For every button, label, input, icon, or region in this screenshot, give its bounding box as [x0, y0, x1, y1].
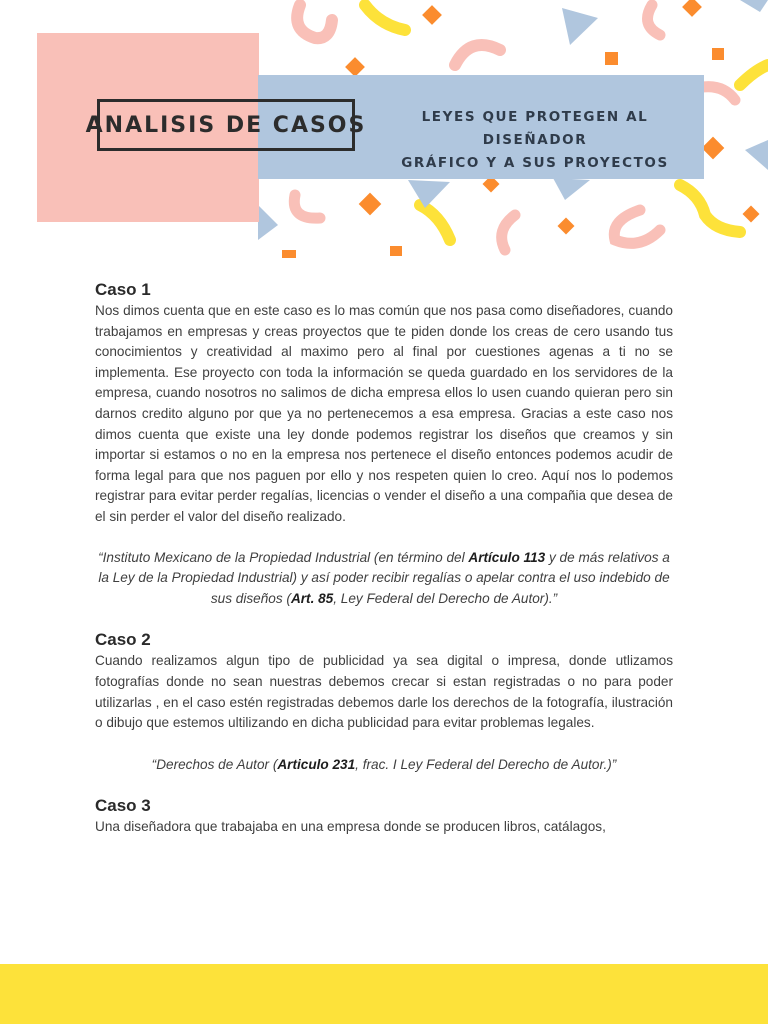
orange-diamond-shape — [345, 57, 365, 77]
pink-arc-shape — [294, 195, 320, 218]
pink-arc-shape — [297, 5, 332, 38]
subtitle-line-1: LEYES QUE PROTEGEN AL DISEÑADOR — [421, 109, 649, 148]
orange-diamond-shape — [743, 206, 760, 223]
case-1-quote — [95, 548, 673, 610]
yellow-squiggle-shape — [420, 205, 450, 240]
page-title: ANALISIS DE CASOS — [85, 112, 367, 138]
quote-text: “Instituto Mexicano de la Propiedad Industrial (en término del — [98, 549, 469, 565]
case-3-body: Una diseñadora que trabajaba en una empresa donde se producen libros, catálagos, — [95, 819, 606, 835]
footer-band — [0, 964, 768, 1024]
case-2-title: Caso 2 — [95, 630, 151, 650]
blue-triangle-shape — [745, 140, 768, 170]
blue-triangle-shape — [562, 8, 598, 45]
document-body — [95, 279, 673, 838]
orange-diamond-shape — [558, 218, 575, 235]
case-1-section — [95, 279, 673, 609]
orange-diamond-shape — [282, 250, 296, 258]
orange-diamond-shape — [712, 48, 724, 60]
quote-text: y de más relativos a la Ley de la Propiedad Industrial) y así poder recibir regalías o apelar contra el uso indebido de sus diseños ( — [98, 549, 670, 606]
quote-bold-reference: Articulo 231 — [277, 756, 356, 772]
pink-arc-shape — [455, 45, 500, 65]
case-1-title: Caso 1 — [95, 280, 151, 299]
case-3-section — [95, 795, 673, 838]
title-frame — [85, 99, 367, 151]
quote-text: “Derechos de Autor ( — [151, 756, 278, 772]
orange-diamond-shape — [359, 193, 382, 216]
case-2-quote — [95, 755, 673, 776]
orange-diamond-shape — [605, 52, 618, 65]
pink-arc-shape — [648, 5, 661, 35]
quote-bold-reference: Artículo 113 — [468, 549, 546, 565]
blue-triangle-shape — [740, 0, 768, 12]
pink-arc-shape — [614, 210, 660, 243]
quote-bold-reference: Art. 85 — [290, 590, 334, 606]
subtitle-line-2: GRÁFICO Y A SUS PROYECTOS — [401, 155, 669, 171]
yellow-squiggle-shape — [680, 185, 740, 232]
header-banner — [0, 0, 768, 260]
blue-triangle-shape — [553, 178, 590, 200]
orange-diamond-shape — [390, 246, 402, 256]
yellow-squiggle-shape — [740, 65, 768, 85]
blue-triangle-shape — [258, 205, 278, 240]
pink-arc-shape — [502, 215, 515, 250]
case-1-body: Nos dimos cuenta que en este caso es lo mas común que nos pasa como diseñadores, cuando trabajamos en empresas y creas proyectos que te piden donde los creas de cero usando tus conocimientos y creatividad al maximo pero al final por cuestiones agenas a ti no se implementa. Ese proyecto con toda la información se queda guardado en los servidores de la empresa, cuando nosotros no salimos de dicha empresa ellos lo usen cuando quieran pero sin darnos credito alguno por que ya no pertenecemos a esa empresa. Gracias a este caso nos dimos cuenta que existe una ley donde podemos registrar los diseños que creamos y sin importar si estamos o no en la empresa nos pertenece el diseño entonces podemos acudir de forma legal para que nos paguen por ello y nos respeten quien lo creo. Aquí nos lo podemos registrar para evitar perder regalías, licencias o vender el diseño a una compañia que desea de el sin perder el valor del diseño realizado. — [95, 303, 673, 524]
orange-diamond-shape — [682, 0, 702, 17]
case-2-body: Cuando realizamos algun tipo de publicidad ya sea digital o impresa, donde utlizamos fotografías donde no sean nuestras debemos crecar si estan registradas o no para poder utilizarlas , en el caso estén registradas debemos darle los derechos de la fotografía, ilustración o dibujo que estemos ultilizando en dicha publicidad para evitar problemas legales. — [95, 653, 673, 731]
case-3-title: Caso 3 — [95, 796, 151, 816]
page-subtitle — [385, 106, 685, 175]
quote-text: , Ley Federal del Derecho de Autor).” — [333, 590, 558, 606]
orange-diamond-shape — [422, 5, 442, 25]
case-2-section — [95, 629, 673, 775]
quote-text: , frac. I Ley Federal del Derecho de Autor.)” — [355, 756, 617, 772]
orange-diamond-shape — [702, 137, 725, 160]
yellow-squiggle-shape — [365, 5, 405, 30]
